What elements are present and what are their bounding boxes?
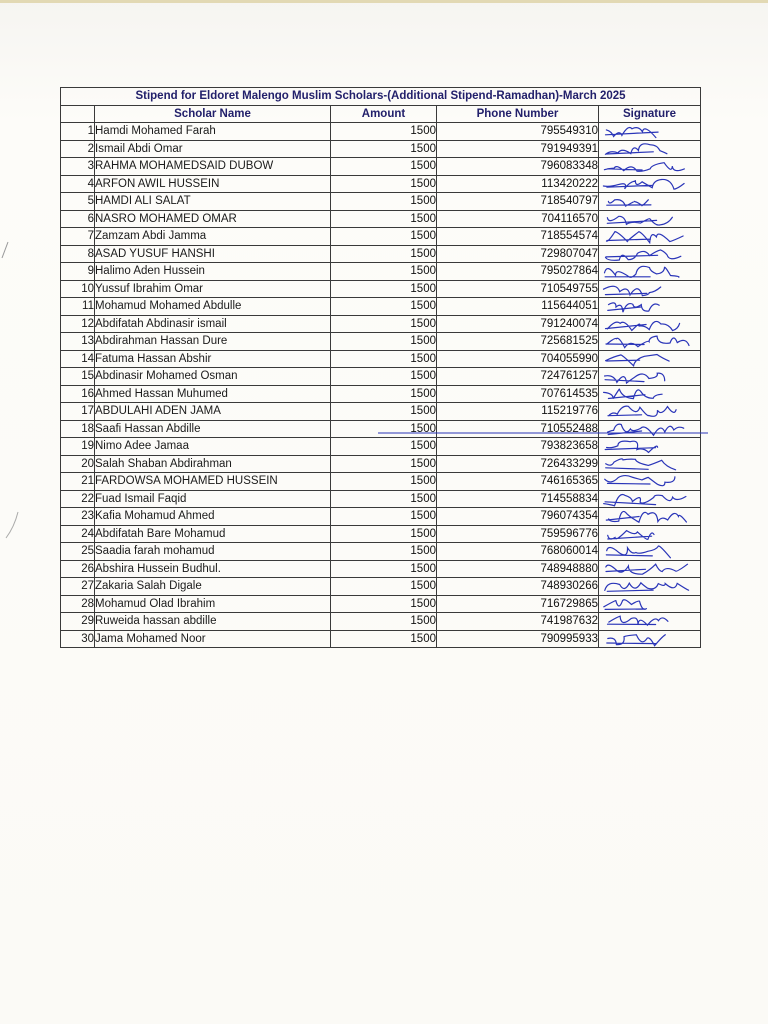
- row-number: 15: [61, 368, 95, 386]
- signature-cell: [599, 420, 701, 438]
- row-number: 2: [61, 140, 95, 158]
- signature-cell: [599, 193, 701, 211]
- margin-mark-icon: [2, 510, 22, 540]
- row-number: 6: [61, 210, 95, 228]
- table-row: [61, 385, 701, 403]
- amount: 1500: [331, 315, 437, 333]
- header-amount: Amount: [331, 105, 437, 123]
- handwritten-signature-icon: [599, 158, 699, 174]
- signature-cell: [599, 508, 701, 526]
- amount: 1500: [331, 560, 437, 578]
- row-number: 16: [61, 385, 95, 403]
- handwritten-signature-icon: [599, 456, 699, 472]
- handwritten-signature-icon: [599, 508, 699, 524]
- table-row: [61, 525, 701, 543]
- header-number: [61, 105, 95, 123]
- stipend-table: [60, 87, 701, 648]
- amount: 1500: [331, 263, 437, 281]
- amount: 1500: [331, 613, 437, 631]
- amount: 1500: [331, 368, 437, 386]
- handwritten-signature-icon: [599, 368, 699, 384]
- amount: 1500: [331, 193, 437, 211]
- signature-cell: [599, 403, 701, 421]
- amount: 1500: [331, 455, 437, 473]
- signature-cell: [599, 298, 701, 316]
- handwritten-signature-icon: [599, 351, 699, 367]
- amount: 1500: [331, 140, 437, 158]
- handwritten-signature-icon: [599, 176, 699, 192]
- amount: 1500: [331, 490, 437, 508]
- row-number: 23: [61, 508, 95, 526]
- table-row: [61, 420, 701, 438]
- signature-cell: [599, 123, 701, 141]
- handwritten-signature-icon: [599, 631, 699, 647]
- row-number: 3: [61, 158, 95, 176]
- table-row: [61, 368, 701, 386]
- handwritten-signature-icon: [599, 386, 699, 402]
- amount: 1500: [331, 123, 437, 141]
- signature-cell: [599, 490, 701, 508]
- scholar-name: Kafia Mohamud Ahmed: [95, 508, 331, 526]
- row-number: 1: [61, 123, 95, 141]
- phone-number: 793823658: [437, 438, 599, 456]
- handwritten-signature-icon: [599, 613, 699, 629]
- signature-cell: [599, 578, 701, 596]
- scholar-name: Abdifatah Abdinasir ismail: [95, 315, 331, 333]
- phone-number: 729807047: [437, 245, 599, 263]
- row-number: 7: [61, 228, 95, 246]
- signature-cell: [599, 210, 701, 228]
- signature-cell: [599, 315, 701, 333]
- handwritten-signature-icon: [599, 473, 699, 489]
- phone-number: 726433299: [437, 455, 599, 473]
- table-row: [61, 193, 701, 211]
- signature-cell: [599, 140, 701, 158]
- amount: 1500: [331, 630, 437, 648]
- scholar-name: Fatuma Hassan Abshir: [95, 350, 331, 368]
- header-scholar-name: Scholar Name: [95, 105, 331, 123]
- scholar-name: HAMDI ALI SALAT: [95, 193, 331, 211]
- phone-number: 718540797: [437, 193, 599, 211]
- row-number: 28: [61, 595, 95, 613]
- handwritten-signature-icon: [599, 526, 699, 542]
- handwritten-signature-icon: [599, 543, 699, 559]
- table-row: [61, 280, 701, 298]
- phone-number: 710549755: [437, 280, 599, 298]
- phone-number: 714558834: [437, 490, 599, 508]
- table-row: [61, 595, 701, 613]
- row-number: 19: [61, 438, 95, 456]
- table-row: [61, 508, 701, 526]
- signature-cell: [599, 630, 701, 648]
- scholar-name: Abshira Hussein Budhul.: [95, 560, 331, 578]
- scholar-name: RAHMA MOHAMEDSAID DUBOW: [95, 158, 331, 176]
- row-number: 12: [61, 315, 95, 333]
- phone-number: 748948880: [437, 560, 599, 578]
- phone-number: 759596776: [437, 525, 599, 543]
- scholar-name: Mohamud Mohamed Abdulle: [95, 298, 331, 316]
- table-row: [61, 158, 701, 176]
- table-title: Stipend for Eldoret Malengo Muslim Scholars-(Additional Stipend-Ramadhan)-March 2025: [61, 88, 701, 106]
- row-number: 21: [61, 473, 95, 491]
- scholar-name: ASAD YUSUF HANSHI: [95, 245, 331, 263]
- handwritten-signature-icon: [599, 596, 699, 612]
- handwritten-signature-icon: [599, 333, 699, 349]
- amount: 1500: [331, 543, 437, 561]
- handwritten-signature-icon: [599, 438, 699, 454]
- scholar-name: Mohamud Olad Ibrahim: [95, 595, 331, 613]
- page-top-edge: [0, 0, 768, 3]
- phone-number: 115219776: [437, 403, 599, 421]
- handwritten-signature-icon: [599, 263, 699, 279]
- scholar-name: Abdifatah Bare Mohamud: [95, 525, 331, 543]
- table-row: [61, 578, 701, 596]
- signature-cell: [599, 385, 701, 403]
- scholar-name: Ismail Abdi Omar: [95, 140, 331, 158]
- phone-number: 791949391: [437, 140, 599, 158]
- phone-number: 796083348: [437, 158, 599, 176]
- signature-cell: [599, 473, 701, 491]
- row-number: 13: [61, 333, 95, 351]
- amount: 1500: [331, 350, 437, 368]
- table-row: [61, 263, 701, 281]
- handwritten-signature-icon: [599, 316, 699, 332]
- row-number: 17: [61, 403, 95, 421]
- scholar-name: Hamdi Mohamed Farah: [95, 123, 331, 141]
- phone-number: 795027864: [437, 263, 599, 281]
- margin-mark-icon: [0, 240, 12, 260]
- phone-number: 795549310: [437, 123, 599, 141]
- phone-number: 790995933: [437, 630, 599, 648]
- row-number: 10: [61, 280, 95, 298]
- table-row: [61, 350, 701, 368]
- table-row: [61, 630, 701, 648]
- signature-cell: [599, 350, 701, 368]
- amount: 1500: [331, 245, 437, 263]
- row-number: 30: [61, 630, 95, 648]
- row-number: 29: [61, 613, 95, 631]
- phone-number: 741987632: [437, 613, 599, 631]
- header-phone-number: Phone Number: [437, 105, 599, 123]
- table-row: [61, 245, 701, 263]
- strike-through-line: [378, 432, 708, 434]
- table-row: [61, 490, 701, 508]
- amount: 1500: [331, 578, 437, 596]
- table-row: [61, 228, 701, 246]
- signature-cell: [599, 245, 701, 263]
- handwritten-signature-icon: [599, 421, 699, 437]
- signature-cell: [599, 455, 701, 473]
- handwritten-signature-icon: [599, 193, 699, 209]
- phone-number: 115644051: [437, 298, 599, 316]
- scholar-name: Halimo Aden Hussein: [95, 263, 331, 281]
- signature-cell: [599, 525, 701, 543]
- amount: 1500: [331, 158, 437, 176]
- table-row: [61, 560, 701, 578]
- row-number: 9: [61, 263, 95, 281]
- amount: 1500: [331, 385, 437, 403]
- table-row: [61, 333, 701, 351]
- table-row: [61, 140, 701, 158]
- signature-cell: [599, 175, 701, 193]
- scholar-name: NASRO MOHAMED OMAR: [95, 210, 331, 228]
- amount: 1500: [331, 280, 437, 298]
- row-number: 20: [61, 455, 95, 473]
- table-row: [61, 438, 701, 456]
- row-number: 11: [61, 298, 95, 316]
- table-row: [61, 210, 701, 228]
- scholar-name: Yussuf Ibrahim Omar: [95, 280, 331, 298]
- table-row: [61, 403, 701, 421]
- phone-number: 768060014: [437, 543, 599, 561]
- handwritten-signature-icon: [599, 578, 699, 594]
- signature-cell: [599, 263, 701, 281]
- signature-cell: [599, 368, 701, 386]
- amount: 1500: [331, 210, 437, 228]
- phone-number: 716729865: [437, 595, 599, 613]
- table-row: [61, 175, 701, 193]
- scholar-name: Saafi Hassan Abdille: [95, 420, 331, 438]
- scholar-name: ARFON AWIL HUSSEIN: [95, 175, 331, 193]
- phone-number: 718554574: [437, 228, 599, 246]
- table-body: [61, 123, 701, 648]
- handwritten-signature-icon: [599, 561, 699, 577]
- row-number: 14: [61, 350, 95, 368]
- phone-number: 746165365: [437, 473, 599, 491]
- handwritten-signature-icon: [599, 228, 699, 244]
- scholar-name: Zamzam Abdi Jamma: [95, 228, 331, 246]
- phone-number: 710552488: [437, 420, 599, 438]
- handwritten-signature-icon: [599, 298, 699, 314]
- amount: 1500: [331, 525, 437, 543]
- phone-number: 725681525: [437, 333, 599, 351]
- phone-number: 724761257: [437, 368, 599, 386]
- signature-cell: [599, 560, 701, 578]
- table-row: [61, 613, 701, 631]
- scholar-name: Jama Mohamed Noor: [95, 630, 331, 648]
- amount: 1500: [331, 473, 437, 491]
- scholar-name: Fuad Ismail Faqid: [95, 490, 331, 508]
- phone-number: 113420222: [437, 175, 599, 193]
- table-row: [61, 473, 701, 491]
- scholar-name: ABDULAHI ADEN JAMA: [95, 403, 331, 421]
- table-row: [61, 298, 701, 316]
- amount: 1500: [331, 228, 437, 246]
- amount: 1500: [331, 508, 437, 526]
- row-number: 22: [61, 490, 95, 508]
- header-signature: Signature: [599, 105, 701, 123]
- signature-cell: [599, 158, 701, 176]
- row-number: 18: [61, 420, 95, 438]
- amount: 1500: [331, 175, 437, 193]
- row-number: 25: [61, 543, 95, 561]
- scholar-name: FARDOWSA MOHAMED HUSSEIN: [95, 473, 331, 491]
- scholar-name: Nimo Adee Jamaa: [95, 438, 331, 456]
- scholar-name: Ruweida hassan abdille: [95, 613, 331, 631]
- amount: 1500: [331, 403, 437, 421]
- table-row: [61, 123, 701, 141]
- handwritten-signature-icon: [599, 491, 699, 507]
- phone-number: 791240074: [437, 315, 599, 333]
- row-number: 8: [61, 245, 95, 263]
- signature-cell: [599, 333, 701, 351]
- scholar-name: Abdirahman Hassan Dure: [95, 333, 331, 351]
- phone-number: 796074354: [437, 508, 599, 526]
- signature-cell: [599, 438, 701, 456]
- signature-cell: [599, 543, 701, 561]
- phone-number: 704116570: [437, 210, 599, 228]
- table-row: [61, 543, 701, 561]
- phone-number: 707614535: [437, 385, 599, 403]
- scholar-name: Saadia farah mohamud: [95, 543, 331, 561]
- handwritten-signature-icon: [599, 141, 699, 157]
- row-number: 5: [61, 193, 95, 211]
- handwritten-signature-icon: [599, 403, 699, 419]
- signature-cell: [599, 228, 701, 246]
- amount: 1500: [331, 420, 437, 438]
- table-row: [61, 315, 701, 333]
- amount: 1500: [331, 438, 437, 456]
- table-row: [61, 455, 701, 473]
- row-number: 24: [61, 525, 95, 543]
- handwritten-signature-icon: [599, 281, 699, 297]
- handwritten-signature-icon: [599, 123, 699, 139]
- handwritten-signature-icon: [599, 211, 699, 227]
- scholar-name: Abdinasir Mohamed Osman: [95, 368, 331, 386]
- amount: 1500: [331, 333, 437, 351]
- row-number: 26: [61, 560, 95, 578]
- scholar-name: Ahmed Hassan Muhumed: [95, 385, 331, 403]
- signature-cell: [599, 613, 701, 631]
- row-number: 4: [61, 175, 95, 193]
- scholar-name: Zakaria Salah Digale: [95, 578, 331, 596]
- amount: 1500: [331, 595, 437, 613]
- row-number: 27: [61, 578, 95, 596]
- signature-cell: [599, 595, 701, 613]
- handwritten-signature-icon: [599, 246, 699, 262]
- scholar-name: Salah Shaban Abdirahman: [95, 455, 331, 473]
- signature-cell: [599, 280, 701, 298]
- phone-number: 748930266: [437, 578, 599, 596]
- amount: 1500: [331, 298, 437, 316]
- phone-number: 704055990: [437, 350, 599, 368]
